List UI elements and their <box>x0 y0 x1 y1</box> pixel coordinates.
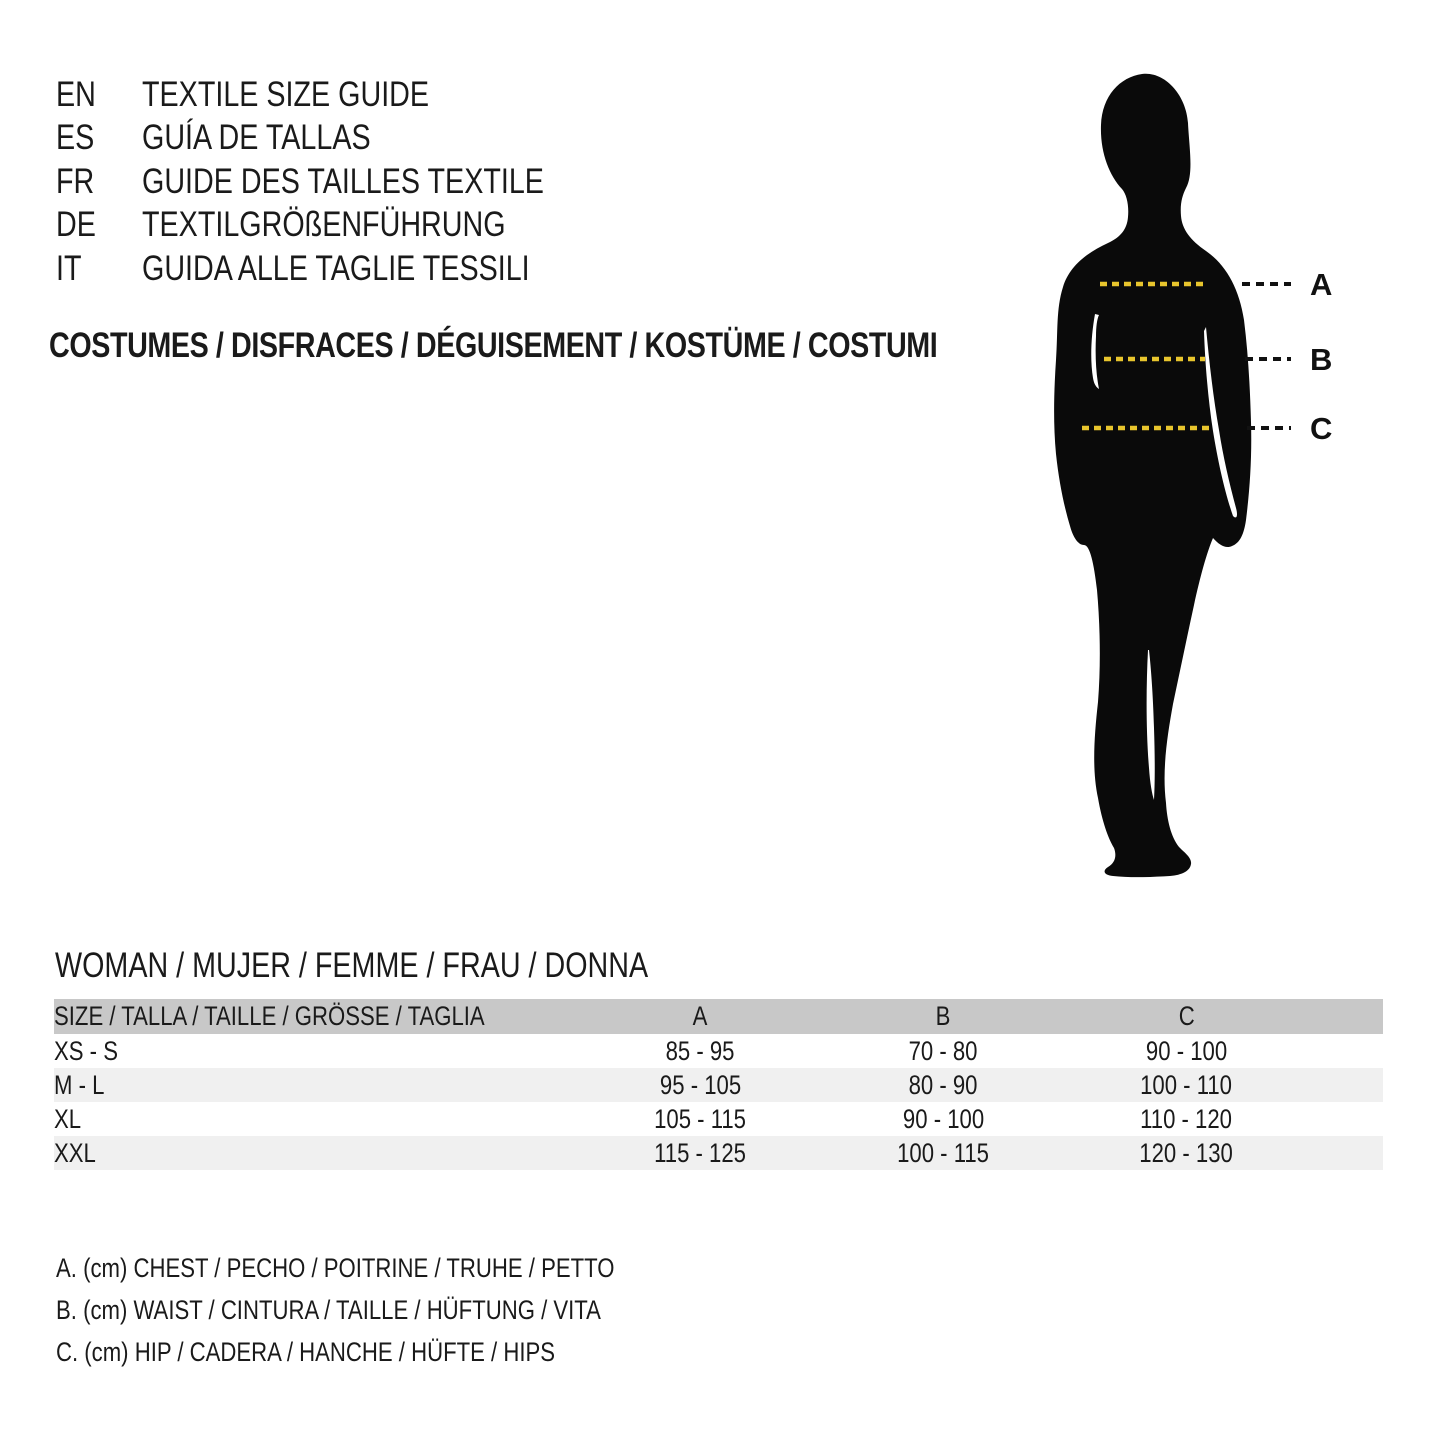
language-code: EN <box>56 74 96 114</box>
hip-cell: 110 - 120 <box>1140 1103 1233 1134</box>
language-row-en <box>56 73 632 117</box>
language-title: TEXTILE SIZE GUIDE <box>142 74 430 114</box>
chest-cell: 105 - 115 <box>654 1103 747 1134</box>
column-header-a: A <box>693 1001 708 1031</box>
size-cell: XS - S <box>54 1035 118 1066</box>
language-row-es <box>56 117 632 161</box>
hip-cell: 100 - 110 <box>1140 1069 1233 1100</box>
size-table <box>54 999 1383 1170</box>
hip-cell: 90 - 100 <box>1145 1035 1228 1066</box>
chest-cell: 95 - 105 <box>659 1069 742 1100</box>
size-column-header: SIZE / TALLA / TAILLE / GRÖSSE / TAGLIA <box>54 1001 485 1031</box>
chest-cell: 85 - 95 <box>666 1035 735 1066</box>
category-title: COSTUMES / DISFRACES / DÉGUISEMENT / KOSTÜME / COSTUMI <box>49 326 938 365</box>
waist-label: B <box>1310 342 1333 377</box>
language-title: TEXTILGRÖßENFÜHRUNG <box>142 205 506 245</box>
section-title-woman: WOMAN / MUJER / FEMME / FRAU / DONNA <box>55 946 649 985</box>
waist-cell: 100 - 115 <box>897 1137 990 1168</box>
size-cell: XXL <box>54 1137 96 1168</box>
measurement-legend <box>56 1247 737 1373</box>
column-header-b: B <box>936 1001 951 1031</box>
size-table-header-row <box>54 999 1383 1034</box>
chest-label: A <box>1310 267 1333 302</box>
hip-label: C <box>1310 411 1333 446</box>
language-list <box>56 73 632 291</box>
table-row-xxl <box>54 1136 1383 1170</box>
language-code: FR <box>56 161 95 201</box>
table-row-m-l <box>54 1068 1383 1102</box>
body-measurement-figure <box>1010 68 1340 888</box>
legend-line-chest: A. (cm) CHEST / PECHO / POITRINE / TRUHE / PETTO <box>56 1252 615 1283</box>
size-cell: M - L <box>54 1069 105 1100</box>
waist-cell: 90 - 100 <box>902 1103 985 1134</box>
legend-line-waist: B. (cm) WAIST / CINTURA / TAILLE / HÜFTUNG / VITA <box>56 1294 601 1325</box>
language-row-fr <box>56 160 632 204</box>
language-title: GUIDE DES TAILLES TEXTILE <box>142 161 544 201</box>
language-title: GUIDA ALLE TAGLIE TESSILI <box>142 248 530 288</box>
language-code: IT <box>56 248 82 288</box>
size-cell: XL <box>54 1103 82 1134</box>
table-row-xs-s <box>54 1034 1383 1068</box>
language-row-de <box>56 204 632 248</box>
language-code: DE <box>56 205 96 245</box>
language-code: ES <box>56 118 95 158</box>
chest-cell: 115 - 125 <box>654 1137 747 1168</box>
legend-line-hip: C. (cm) HIP / CADERA / HANCHE / HÜFTE / HIPS <box>56 1336 556 1367</box>
language-row-it <box>56 247 632 291</box>
waist-cell: 70 - 80 <box>909 1035 978 1066</box>
table-row-xl <box>54 1102 1383 1136</box>
hip-cell: 120 - 130 <box>1139 1137 1234 1168</box>
column-header-c: C <box>1178 1001 1195 1031</box>
language-title: GUÍA DE TALLAS <box>142 118 371 158</box>
waist-cell: 80 - 90 <box>909 1069 978 1100</box>
